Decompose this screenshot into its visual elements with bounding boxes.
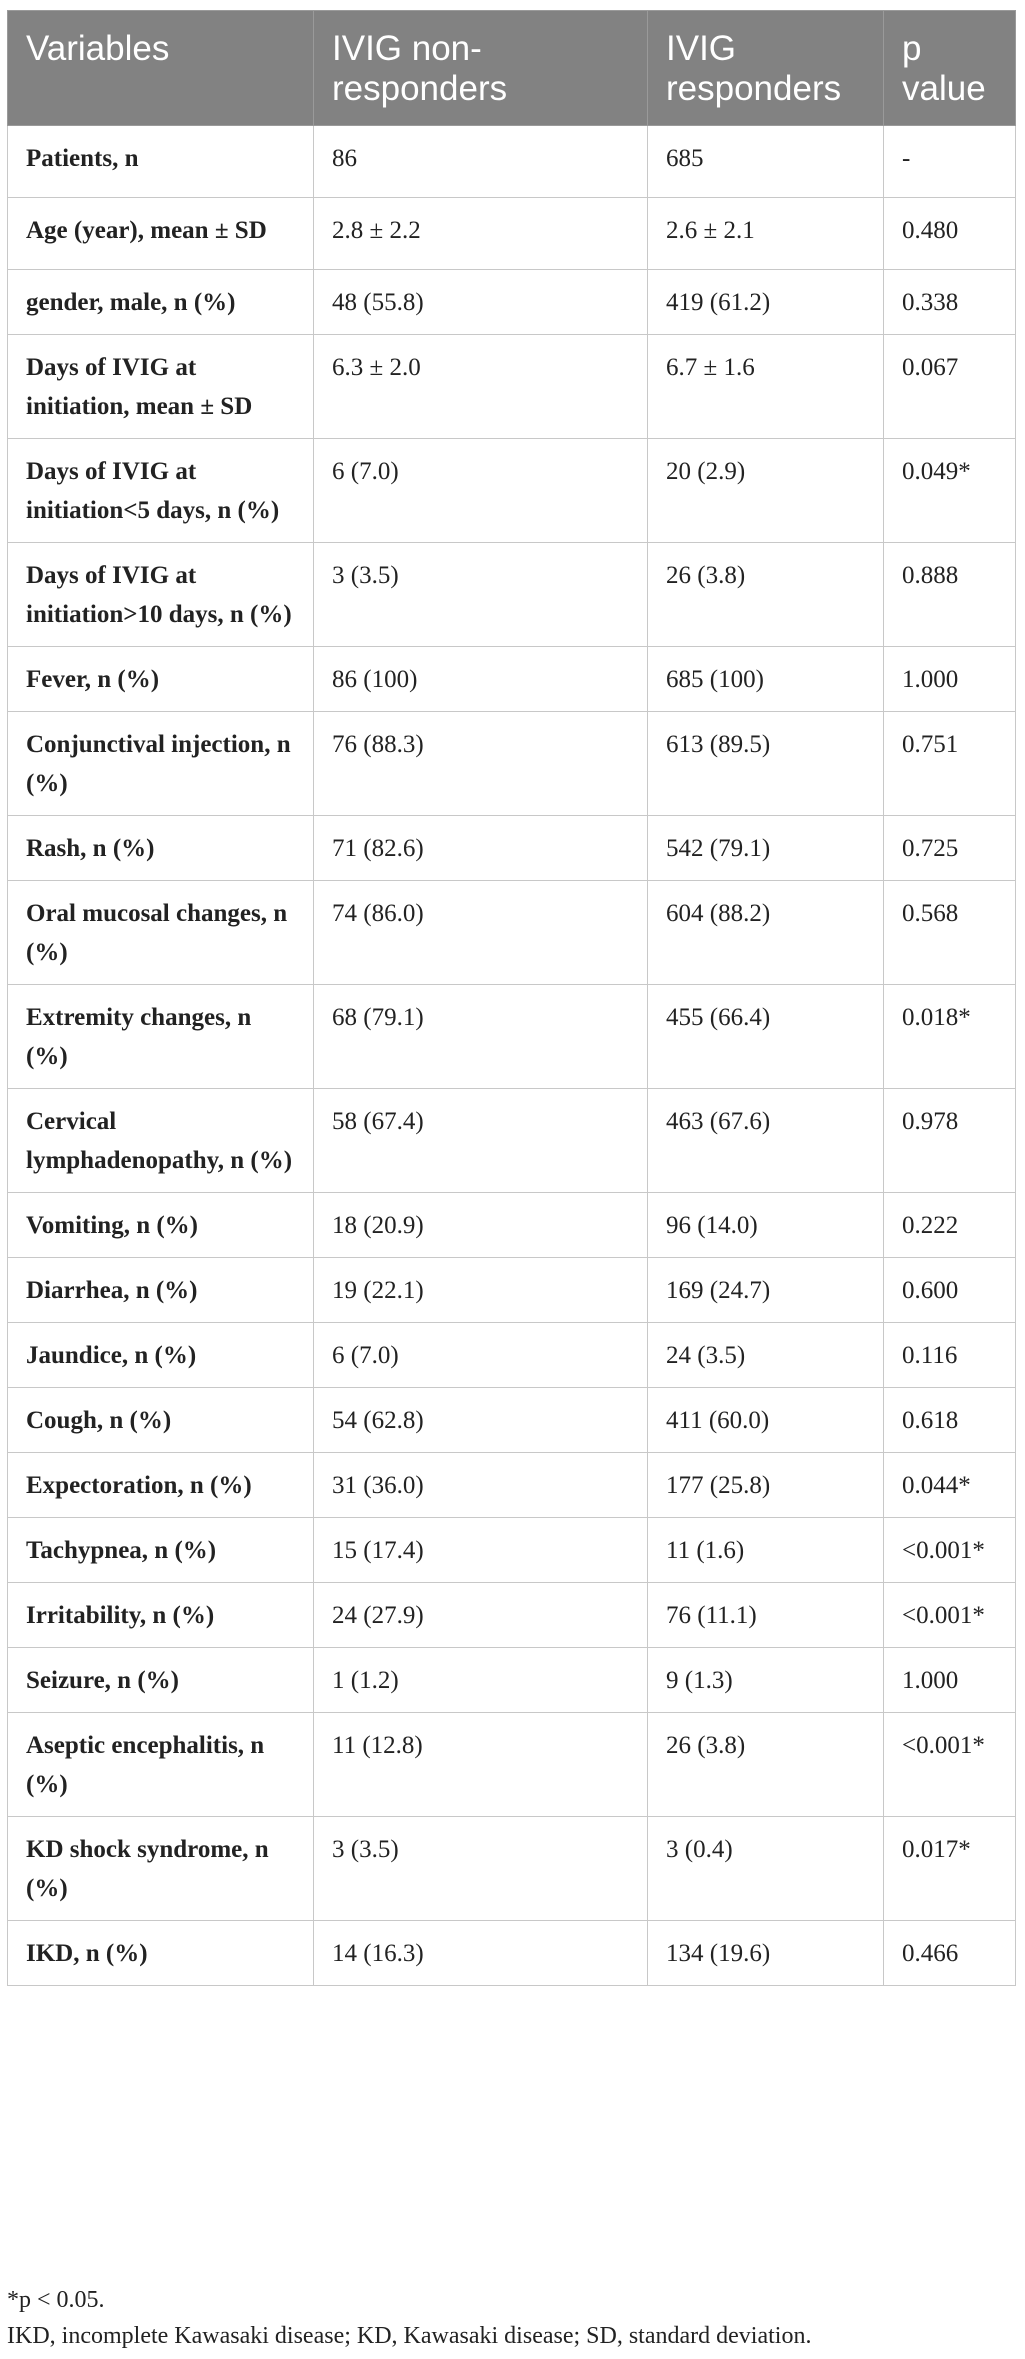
- row-variable: Oral mucosal changes, n (%): [8, 881, 314, 985]
- row-variable: Days of IVIG at initiation, mean ± SD: [8, 335, 314, 439]
- row-responders: 76 (11.1): [648, 1583, 884, 1648]
- footnote-abbreviations: IKD, incomplete Kawasaki disease; KD, Kawasaki disease; SD, standard deviation.: [7, 2323, 812, 2349]
- row-p-value: 0.067: [884, 335, 1016, 439]
- row-variable: IKD, n (%): [8, 1921, 314, 1986]
- row-responders: 613 (89.5): [648, 712, 884, 816]
- row-non-responders: 6.3 ± 2.0: [314, 335, 648, 439]
- row-variable: Patients, n: [8, 126, 314, 198]
- row-variable: Seizure, n (%): [8, 1648, 314, 1713]
- row-p-value: 0.568: [884, 881, 1016, 985]
- row-non-responders: 48 (55.8): [314, 270, 648, 335]
- row-variable: gender, male, n (%): [8, 270, 314, 335]
- row-non-responders: 3 (3.5): [314, 543, 648, 647]
- table-row: [8, 1817, 1016, 1921]
- row-variable: Tachypnea, n (%): [8, 1518, 314, 1583]
- row-responders: 463 (67.6): [648, 1089, 884, 1193]
- table-row: [8, 647, 1016, 712]
- table-row: [8, 1258, 1016, 1323]
- row-variable: Aseptic encephalitis, n (%): [8, 1713, 314, 1817]
- table-row: [8, 1089, 1016, 1193]
- row-non-responders: 86 (100): [314, 647, 648, 712]
- row-p-value: 0.480: [884, 198, 1016, 270]
- row-responders: 604 (88.2): [648, 881, 884, 985]
- row-p-value: 1.000: [884, 1648, 1016, 1713]
- table-row: [8, 1323, 1016, 1388]
- table-row: [8, 198, 1016, 270]
- row-non-responders: 76 (88.3): [314, 712, 648, 816]
- row-p-value: 0.751: [884, 712, 1016, 816]
- row-responders: 2.6 ± 2.1: [648, 198, 884, 270]
- row-p-value: 0.018*: [884, 985, 1016, 1089]
- row-non-responders: 68 (79.1): [314, 985, 648, 1089]
- row-responders: 411 (60.0): [648, 1388, 884, 1453]
- table-row: [8, 985, 1016, 1089]
- table-row: [8, 1583, 1016, 1648]
- row-non-responders: 19 (22.1): [314, 1258, 648, 1323]
- table-row: [8, 1648, 1016, 1713]
- row-p-value: <0.001*: [884, 1713, 1016, 1817]
- row-p-value: <0.001*: [884, 1518, 1016, 1583]
- table-row: [8, 816, 1016, 881]
- row-responders: 11 (1.6): [648, 1518, 884, 1583]
- row-variable: Expectoration, n (%): [8, 1453, 314, 1518]
- row-p-value: 0.222: [884, 1193, 1016, 1258]
- row-non-responders: 1 (1.2): [314, 1648, 648, 1713]
- row-non-responders: 3 (3.5): [314, 1817, 648, 1921]
- row-p-value: 1.000: [884, 647, 1016, 712]
- footnote-significance: *p < 0.05.: [7, 2287, 105, 2313]
- table-row: [8, 712, 1016, 816]
- row-non-responders: 24 (27.9): [314, 1583, 648, 1648]
- row-responders: 169 (24.7): [648, 1258, 884, 1323]
- row-p-value: 0.049*: [884, 439, 1016, 543]
- table-row: [8, 1713, 1016, 1817]
- header-variables: Variables: [8, 11, 314, 126]
- row-variable: Rash, n (%): [8, 816, 314, 881]
- row-p-value: 0.338: [884, 270, 1016, 335]
- row-non-responders: 14 (16.3): [314, 1921, 648, 1986]
- table-row: [8, 126, 1016, 198]
- table-row: [8, 270, 1016, 335]
- results-table: [7, 10, 1016, 1986]
- row-p-value: 0.725: [884, 816, 1016, 881]
- row-non-responders: 11 (12.8): [314, 1713, 648, 1817]
- row-variable: Jaundice, n (%): [8, 1323, 314, 1388]
- row-responders: 455 (66.4): [648, 985, 884, 1089]
- row-responders: 685 (100): [648, 647, 884, 712]
- row-non-responders: 86: [314, 126, 648, 198]
- header-non-responders: IVIG non-responders: [314, 11, 648, 126]
- row-responders: 685: [648, 126, 884, 198]
- header-p-value: p value: [884, 11, 1016, 126]
- header-responders: IVIG responders: [648, 11, 884, 126]
- row-variable: KD shock syndrome, n (%): [8, 1817, 314, 1921]
- row-p-value: <0.001*: [884, 1583, 1016, 1648]
- table-row: [8, 439, 1016, 543]
- row-non-responders: 54 (62.8): [314, 1388, 648, 1453]
- row-variable: Irritability, n (%): [8, 1583, 314, 1648]
- row-non-responders: 15 (17.4): [314, 1518, 648, 1583]
- row-non-responders: 58 (67.4): [314, 1089, 648, 1193]
- row-p-value: 0.044*: [884, 1453, 1016, 1518]
- row-variable: Vomiting, n (%): [8, 1193, 314, 1258]
- row-responders: 9 (1.3): [648, 1648, 884, 1713]
- row-non-responders: 71 (82.6): [314, 816, 648, 881]
- row-responders: 134 (19.6): [648, 1921, 884, 1986]
- row-responders: 419 (61.2): [648, 270, 884, 335]
- row-non-responders: 6 (7.0): [314, 1323, 648, 1388]
- row-p-value: 0.017*: [884, 1817, 1016, 1921]
- table-row: [8, 1518, 1016, 1583]
- table-row: [8, 1921, 1016, 1986]
- row-p-value: 0.466: [884, 1921, 1016, 1986]
- table-row: [8, 543, 1016, 647]
- table-footnotes: [7, 2282, 1017, 2354]
- row-responders: 96 (14.0): [648, 1193, 884, 1258]
- row-p-value: -: [884, 126, 1016, 198]
- row-non-responders: 18 (20.9): [314, 1193, 648, 1258]
- row-responders: 26 (3.8): [648, 1713, 884, 1817]
- row-p-value: 0.116: [884, 1323, 1016, 1388]
- row-variable: Days of IVIG at initiation>10 days, n (%): [8, 543, 314, 647]
- row-p-value: 0.888: [884, 543, 1016, 647]
- row-variable: Conjunctival injection, n (%): [8, 712, 314, 816]
- row-responders: 24 (3.5): [648, 1323, 884, 1388]
- row-variable: Cough, n (%): [8, 1388, 314, 1453]
- table-row: [8, 335, 1016, 439]
- row-responders: 542 (79.1): [648, 816, 884, 881]
- row-variable: Age (year), mean ± SD: [8, 198, 314, 270]
- row-p-value: 0.600: [884, 1258, 1016, 1323]
- row-responders: 3 (0.4): [648, 1817, 884, 1921]
- row-variable: Diarrhea, n (%): [8, 1258, 314, 1323]
- row-p-value: 0.978: [884, 1089, 1016, 1193]
- row-variable: Fever, n (%): [8, 647, 314, 712]
- row-variable: Cervical lymphadenopathy, n (%): [8, 1089, 314, 1193]
- row-responders: 6.7 ± 1.6: [648, 335, 884, 439]
- row-non-responders: 31 (36.0): [314, 1453, 648, 1518]
- row-variable: Days of IVIG at initiation<5 days, n (%): [8, 439, 314, 543]
- row-p-value: 0.618: [884, 1388, 1016, 1453]
- table-row: [8, 1453, 1016, 1518]
- table-row: [8, 1388, 1016, 1453]
- results-table-container: [7, 10, 1015, 1986]
- row-responders: 26 (3.8): [648, 543, 884, 647]
- row-responders: 20 (2.9): [648, 439, 884, 543]
- table-row: [8, 1193, 1016, 1258]
- table-body: [8, 126, 1016, 1986]
- row-non-responders: 2.8 ± 2.2: [314, 198, 648, 270]
- row-variable: Extremity changes, n (%): [8, 985, 314, 1089]
- table-row: [8, 881, 1016, 985]
- row-non-responders: 6 (7.0): [314, 439, 648, 543]
- row-responders: 177 (25.8): [648, 1453, 884, 1518]
- row-non-responders: 74 (86.0): [314, 881, 648, 985]
- table-header-row: [8, 11, 1016, 126]
